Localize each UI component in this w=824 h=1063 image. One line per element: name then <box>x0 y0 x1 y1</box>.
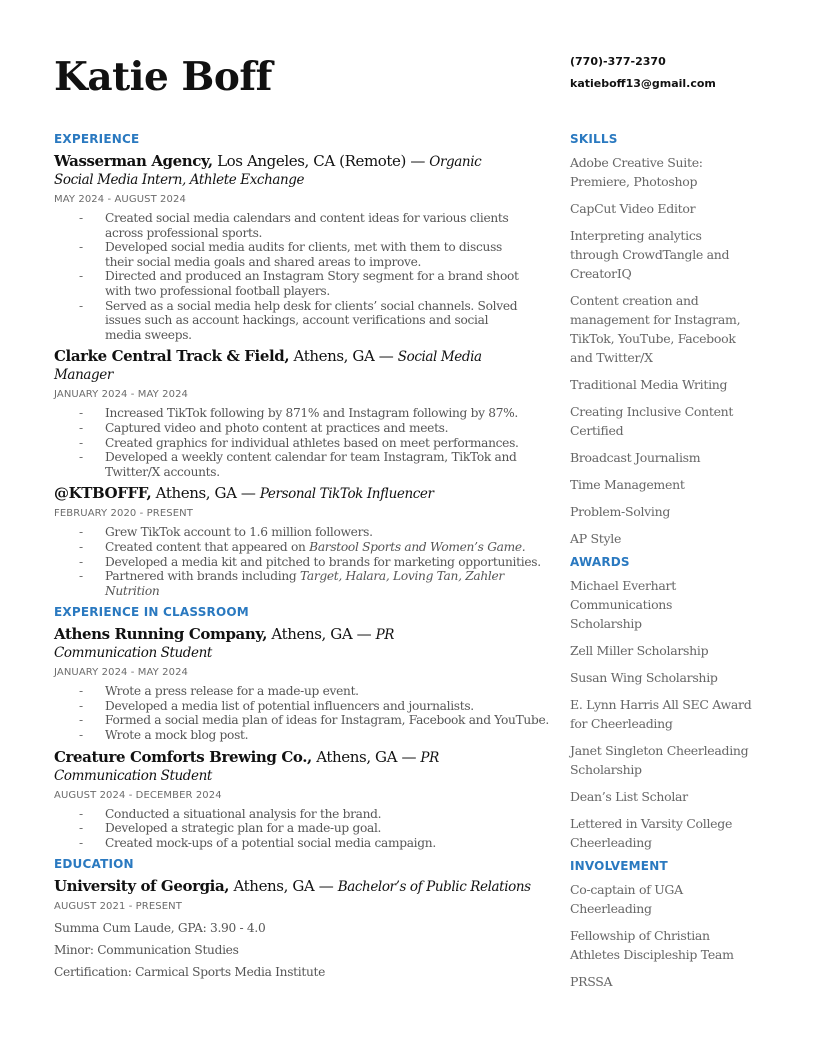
bullet: - Created mock-ups of a potential social media campaign. <box>79 836 529 851</box>
bullet <box>79 540 544 555</box>
job-org: @KTBOFFF, <box>54 484 152 503</box>
job-entry <box>54 485 544 598</box>
section-title-experience: EXPERIENCE <box>54 132 140 146</box>
job-org: Creature Comforts Brewing Co., <box>54 747 312 766</box>
job-bullets <box>79 684 569 742</box>
skill-item: CapCut Video Editor <box>570 201 696 216</box>
award-item: Janet Singleton Cheerleading Scholarship <box>570 743 749 777</box>
skill-item: Problem-Solving <box>570 504 671 519</box>
education-heading <box>54 878 544 896</box>
bullet-text: Partnered with brands including <box>105 569 300 584</box>
job-role: Social Media Manager <box>54 349 482 384</box>
contact-info <box>570 55 716 99</box>
bullet: - Wrote a mock blog post. <box>79 728 569 743</box>
award-item: Michael Everhart Communications Scholarship <box>570 578 676 631</box>
award-item: E. Lynn Harris All SEC Award for Cheerleading <box>570 697 752 731</box>
bullet: - Developed a media list of potential influencers and journalists. <box>79 699 569 714</box>
job-dates: JANUARY 2024 - MAY 2024 <box>54 667 188 679</box>
main-column <box>54 131 549 980</box>
skill-item: Broadcast Journalism <box>570 450 701 465</box>
job-bullets <box>79 807 529 851</box>
section-title-education: EDUCATION <box>54 857 134 872</box>
candidate-name: Katie Boff <box>54 54 272 100</box>
job-role: Organic Social Media Intern, Athlete Exchange <box>54 154 482 188</box>
job-heading <box>54 485 544 503</box>
bullet: - Developed a media kit and pitched to brands for marketing opportunities. <box>79 555 544 570</box>
bullet: - Developed a weekly content calendar for team Instagram, TikTok and Twitter/X accounts. <box>79 450 544 479</box>
job-heading <box>54 749 529 785</box>
bullet <box>79 569 544 598</box>
job-role: PR Communication Student <box>54 749 439 784</box>
involvement-item: Fellowship of Christian Athletes Discipleship Team <box>570 928 734 962</box>
job-bullets <box>79 406 544 479</box>
skill-item: Creating Inclusive Content Certified <box>570 404 734 438</box>
bullet: - Conducted a situational analysis for the brand. <box>79 807 529 822</box>
job-heading <box>54 153 524 189</box>
skill-item: Adobe Creative Suite: Premiere, Photoshop <box>570 155 703 189</box>
job-bullets <box>79 211 524 342</box>
skill-item: Interpreting analytics through CrowdTangle and CreatorIQ <box>570 228 730 281</box>
job-entry <box>54 625 549 743</box>
job-dates: FEBRUARY 2020 - PRESENT <box>54 508 193 520</box>
job-entry <box>54 749 529 851</box>
bullet: - Created social media calendars and content ideas for various clients across professional sports. <box>79 211 524 240</box>
phone-number: (770)-377-2370 <box>570 55 666 68</box>
job-location: Athens, GA — <box>151 484 260 503</box>
bullet: - Wrote a press release for a made-up event. <box>79 684 569 699</box>
job-dates: AUGUST 2024 - DECEMBER 2024 <box>54 789 222 801</box>
bullet: - Captured video and photo content at practices and meets. <box>79 421 544 436</box>
job-heading <box>54 626 494 662</box>
section-title-involvement: INVOLVEMENT <box>570 859 668 873</box>
bullet-text: Created content that appeared on <box>105 539 310 554</box>
school-location: Athens, GA — <box>229 877 338 896</box>
sidebar-column <box>570 131 770 999</box>
section-title-awards: AWARDS <box>570 555 630 569</box>
education-detail: Minor: Communication Studies <box>54 943 239 958</box>
bullet-italic-text: Barstool Sports and Women’s Game. <box>309 539 526 554</box>
job-role: Personal TikTok Influencer <box>259 486 434 503</box>
award-item: Dean’s List Scholar <box>570 789 688 804</box>
award-item: Zell Miller Scholarship <box>570 643 709 658</box>
job-location: Athens, GA — <box>289 347 398 366</box>
job-dates: MAY 2024 - AUGUST 2024 <box>54 194 186 205</box>
award-item: Susan Wing Scholarship <box>570 670 718 685</box>
bullet-italic-text: Target, Halara, Loving Tan, Zahler Nutrition <box>105 569 504 598</box>
job-org: Clarke Central Track & Field, <box>54 347 290 366</box>
skill-item: Traditional Media Writing <box>570 377 728 392</box>
school-name: University of Georgia, <box>54 877 230 896</box>
job-location: Los Angeles, CA (Remote) — <box>212 152 430 170</box>
job-entry <box>54 348 544 479</box>
job-entry <box>54 153 524 342</box>
skill-item: Time Management <box>570 477 685 492</box>
job-org: Wasserman Agency, <box>54 152 213 170</box>
skill-item: Content creation and management for Instagram, TikTok, YouTube, Facebook and Twitter/X <box>570 293 741 365</box>
job-role: PR Communication Student <box>54 627 395 662</box>
bullet: - Formed a social media plan of ideas for Instagram, Facebook and YouTube. <box>79 713 569 728</box>
bullet: - Created graphics for individual athletes based on meet performances. <box>79 436 544 451</box>
involvement-item: PRSSA <box>570 974 613 989</box>
job-heading <box>54 348 544 384</box>
bullet: - Developed social media audits for clients, met with them to discuss their social media goals and shared areas to improve. <box>79 240 524 269</box>
job-location: Athens, GA — <box>267 625 376 644</box>
section-title-skills: SKILLS <box>570 132 618 146</box>
email-address: katieboff13@gmail.com <box>570 77 716 90</box>
bullet: - Directed and produced an Instagram Story segment for a brand shoot with two professional football players. <box>79 269 524 298</box>
job-dates: JANUARY 2024 - MAY 2024 <box>54 389 188 401</box>
job-location: Athens, GA — <box>311 747 421 766</box>
award-item: Lettered in Varsity College Cheerleading <box>570 816 733 850</box>
degree: Bachelor’s of Public Relations <box>337 879 531 896</box>
skill-item: AP Style <box>570 531 622 546</box>
bullet: - Served as a social media help desk for clients’ social channels. Solved issues such as account hackings, account verifications and social media sweeps. <box>79 299 524 343</box>
section-title-classroom: EXPERIENCE IN CLASSROOM <box>54 605 249 620</box>
education-detail: Certification: Carmical Sports Media Institute <box>54 965 326 980</box>
bullet: - Developed a strategic plan for a made-up goal. <box>79 821 529 836</box>
education-entry <box>54 878 544 980</box>
job-bullets <box>79 525 544 598</box>
job-org: Athens Running Company, <box>54 625 268 644</box>
bullet: - Increased TikTok following by 871% and Instagram following by 87%. <box>79 406 544 421</box>
education-detail: Summa Cum Laude, GPA: 3.90 - 4.0 <box>54 921 266 936</box>
education-dates: AUGUST 2021 - PRESENT <box>54 901 182 913</box>
bullet: - Grew TikTok account to 1.6 million followers. <box>79 525 544 540</box>
involvement-item: Co-captain of UGA Cheerleading <box>570 882 683 916</box>
